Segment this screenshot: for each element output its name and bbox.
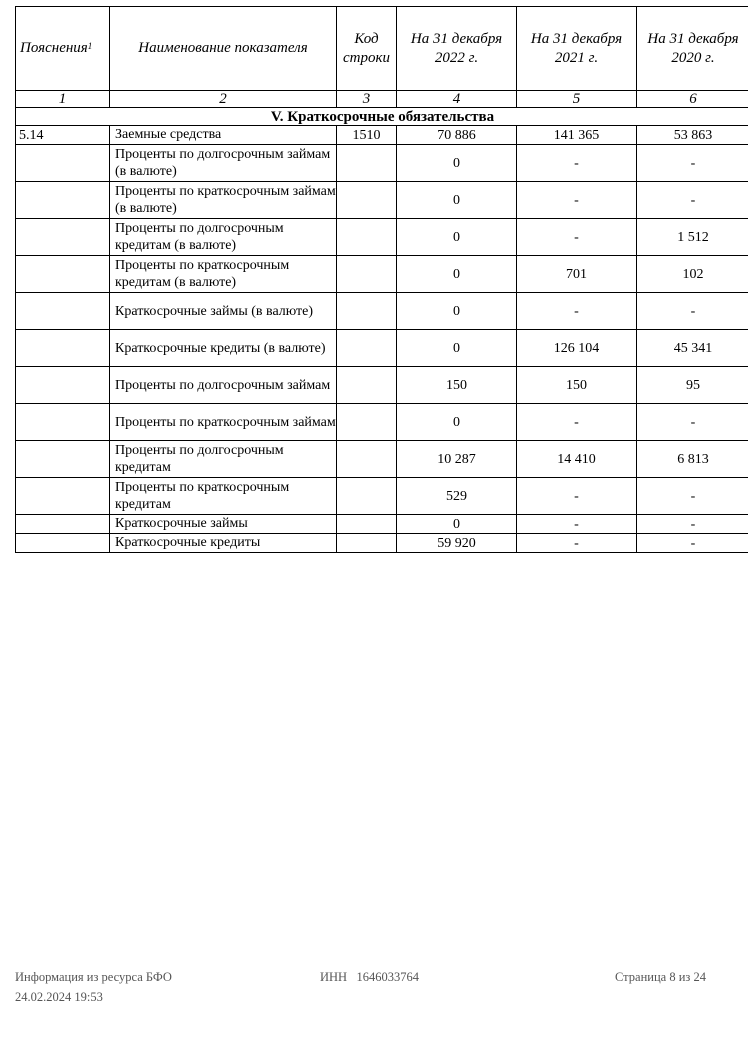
value-2020: - (637, 534, 748, 553)
footer-page-number: Страница 8 из 24 (615, 970, 706, 984)
section-title-row (16, 108, 748, 126)
balance-sheet-table (15, 6, 748, 553)
value-2021: - (517, 293, 637, 330)
table-row (16, 404, 748, 441)
header-2020: На 31 декабря 2020 г. (637, 7, 748, 91)
column-number: 4 (397, 91, 517, 108)
value-2020: 102 (637, 256, 748, 293)
indicator-name: Проценты по краткосрочным кредитам (в валюте) (110, 256, 337, 293)
note-cell (16, 256, 110, 293)
note-cell (16, 404, 110, 441)
column-number: 3 (337, 91, 397, 108)
value-2020: 45 341 (637, 330, 748, 367)
column-number: 6 (637, 91, 748, 108)
note-cell (16, 441, 110, 478)
indicator-name: Краткосрочные кредиты (в валюте) (110, 330, 337, 367)
value-2020: - (637, 478, 748, 515)
indicator-name: Краткосрочные кредиты (110, 534, 337, 553)
indicator-name: Проценты по долгосрочным займам (110, 367, 337, 404)
note-cell (16, 219, 110, 256)
line-code (337, 478, 397, 515)
value-2021: 126 104 (517, 330, 637, 367)
indicator-name: Краткосрочные займы (110, 515, 337, 534)
value-2022: 150 (397, 367, 517, 404)
value-2022: 529 (397, 478, 517, 515)
value-2022: 0 (397, 515, 517, 534)
value-2022: 0 (397, 256, 517, 293)
line-code (337, 293, 397, 330)
table-row (16, 256, 748, 293)
value-2020: - (637, 404, 748, 441)
header-code: Код строки (337, 7, 397, 91)
line-code (337, 330, 397, 367)
footer-datetime: 24.02.2024 19:53 (15, 990, 103, 1004)
column-number: 1 (16, 91, 110, 108)
value-2021: 141 365 (517, 126, 637, 145)
line-code: 1510 (337, 126, 397, 145)
value-2021: 701 (517, 256, 637, 293)
table-row (16, 478, 748, 515)
value-2020: 1 512 (637, 219, 748, 256)
value-2020: 53 863 (637, 126, 748, 145)
note-cell: 5.14 (16, 126, 110, 145)
note-cell (16, 330, 110, 367)
note-cell (16, 367, 110, 404)
note-cell (16, 515, 110, 534)
footer-source: Информация из ресурса БФО (15, 970, 172, 984)
line-code (337, 534, 397, 553)
table-row (16, 441, 748, 478)
value-2022: 0 (397, 404, 517, 441)
header-2022: На 31 декабря 2022 г. (397, 7, 517, 91)
value-2022: 59 920 (397, 534, 517, 553)
indicator-name: Заемные средства (110, 126, 337, 145)
line-code (337, 441, 397, 478)
value-2021: - (517, 219, 637, 256)
table-row (16, 126, 748, 145)
value-2022: 0 (397, 293, 517, 330)
header-name: Наименование показателя (110, 7, 337, 91)
value-2022: 0 (397, 330, 517, 367)
table-header-row (16, 7, 748, 91)
value-2021: 14 410 (517, 441, 637, 478)
note-cell (16, 534, 110, 553)
value-2022: 0 (397, 182, 517, 219)
table-row (16, 367, 748, 404)
value-2020: - (637, 515, 748, 534)
column-number: 2 (110, 91, 337, 108)
value-2021: - (517, 145, 637, 182)
line-code (337, 367, 397, 404)
column-numbers-row (16, 91, 748, 108)
note-cell (16, 145, 110, 182)
value-2021: - (517, 515, 637, 534)
indicator-name: Проценты по краткосрочным займам (в валюте) (110, 182, 337, 219)
table-row (16, 145, 748, 182)
value-2021: - (517, 182, 637, 219)
value-2021: - (517, 534, 637, 553)
table-row (16, 330, 748, 367)
line-code (337, 145, 397, 182)
value-2021: - (517, 404, 637, 441)
value-2020: - (637, 182, 748, 219)
header-2021: На 31 декабря 2021 г. (517, 7, 637, 91)
indicator-name: Проценты по долгосрочным кредитам (в валюте) (110, 219, 337, 256)
line-code (337, 515, 397, 534)
table-row (16, 515, 748, 534)
line-code (337, 404, 397, 441)
table-row (16, 293, 748, 330)
value-2022: 10 287 (397, 441, 517, 478)
value-2022: 0 (397, 219, 517, 256)
column-number: 5 (517, 91, 637, 108)
value-2020: - (637, 293, 748, 330)
value-2021: - (517, 478, 637, 515)
line-code (337, 182, 397, 219)
indicator-name: Краткосрочные займы (в валюте) (110, 293, 337, 330)
indicator-name: Проценты по долгосрочным кредитам (110, 441, 337, 478)
value-2020: 6 813 (637, 441, 748, 478)
value-2020: - (637, 145, 748, 182)
value-2020: 95 (637, 367, 748, 404)
note-cell (16, 478, 110, 515)
note-cell (16, 293, 110, 330)
table-row (16, 219, 748, 256)
line-code (337, 219, 397, 256)
indicator-name: Проценты по краткосрочным кредитам (110, 478, 337, 515)
header-notes: Пояснения$^1$ (16, 7, 110, 91)
note-cell (16, 182, 110, 219)
table-row (16, 182, 748, 219)
line-code (337, 256, 397, 293)
indicator-name: Проценты по краткосрочным займам (110, 404, 337, 441)
indicator-name: Проценты по долгосрочным займам (в валюте) (110, 145, 337, 182)
value-2022: 0 (397, 145, 517, 182)
value-2022: 70 886 (397, 126, 517, 145)
value-2021: 150 (517, 367, 637, 404)
footer-inn: ИНН 1646033764 (320, 970, 419, 984)
table-row (16, 534, 748, 553)
section-title: V. Краткосрочные обязательства (16, 108, 748, 126)
